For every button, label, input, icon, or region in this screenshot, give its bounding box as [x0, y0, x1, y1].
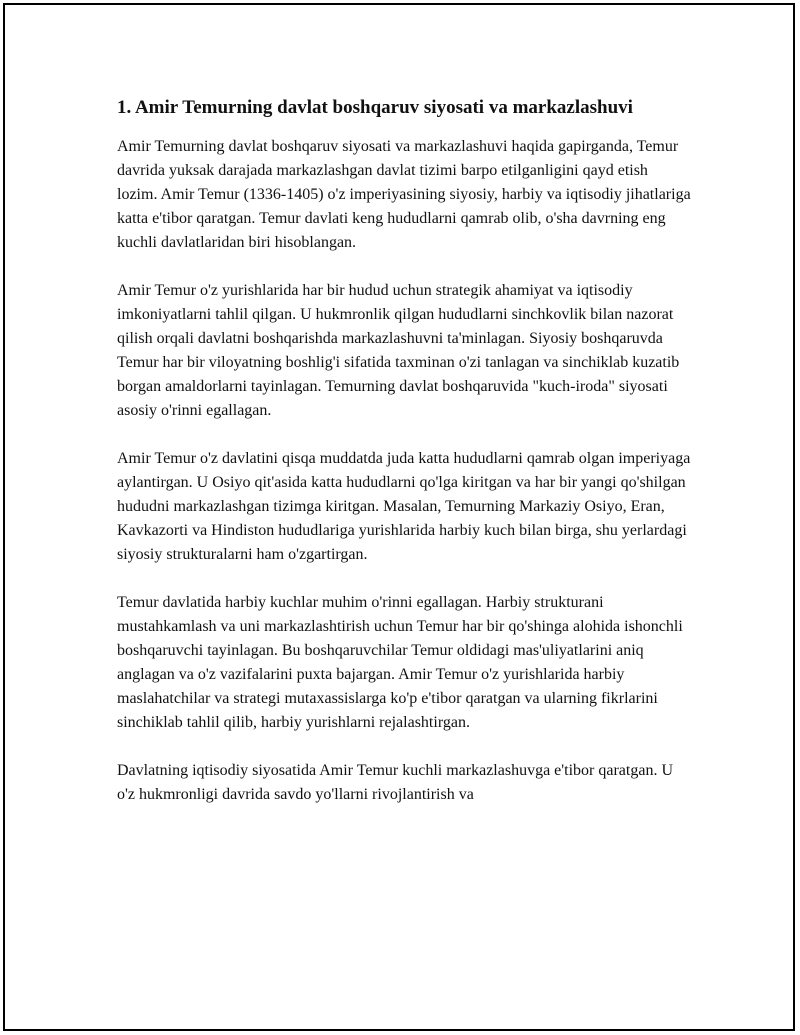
paragraph-4: Temur davlatida harbiy kuchlar muhim o'rinni egallagan. Harbiy strukturani mustahkamlash va uni markazlashtirish uchun Temur har bir qo'shinga alohida ishonchli boshqaruvchi tayinlagan. Bu boshqaruvchilar Temur oldidagi mas'uliyatlarini aniq anglagan va o'z vazifalarini puxta bajargan. Amir Temur o'z yurishlarida harbiy maslahatchilar va strategi mutaxassislarga ko'p e'tibor qaratgan va ularning fikrlarini sinchiklab tahlil qilib, harbiy yurishlarni rejalashtirgan. [117, 594, 683, 731]
paragraph-1: Amir Temurning davlat boshqaruv siyosati va markazlashuvi haqida gapirganda, Temur davrida yuksak darajada markazlashgan davlat tizimi barpo etilganligini qayd etish lozim. Amir Temur (1336-1405) o'z imperiyasining siyosiy, harbiy va iqtisodiy jihatlariga katta e'tibor qaratgan. Temur davlati keng hududlarni qamrab olib, o'sha davrning eng kuchli davlatlaridan biri hisoblangan. [117, 138, 691, 251]
section-heading: 1. Amir Temurning davlat boshqaruv siyosati va markazlashuvi [117, 97, 633, 118]
paragraph-2: Amir Temur o'z yurishlarida har bir hudud uchun strategik ahamiyat va iqtisodiy imkoniyatlarni tahlil qilgan. U hukmronlik qilgan hududlarni sinchkovlik bilan nazorat qilish orqali davlatni boshqarishda markazlashuvni ta'minlagan. Siyosiy boshqaruvda Temur har bir viloyatning boshlig'i sifatida taxminan o'zi tanlagan va sinchiklab kuzatib borgan amaldorlarni tayinlagan. Temurning davlat boshqaruvida "kuch-iroda" siyosati asosiy o'rinni egallagan. [117, 282, 680, 419]
paragraph-5: Davlatning iqtisodiy siyosatida Amir Temur kuchli markazlashuvga e'tibor qaratgan. U o'z hukmronligi davrida savdo yo'llarni rivojlantirish va [117, 762, 674, 803]
document-body [117, 95, 692, 831]
paragraph-3: Amir Temur o'z davlatini qisqa muddatda juda katta hududlarni qamrab olgan imperiyaga aylantirgan. U Osiyo qit'asida katta hududlarni qo'lga kiritgan va har bir yangi qo'shilgan hududni markazlashgan tizimga kiritgan. Masalan, Temurning Markaziy Osiyo, Eran, Kavkazorti va Hindiston hududlariga yurishlarida harbiy kuch bilan birga, shu yerlardagi siyosiy strukturalarni ham o'zgartirgan. [117, 450, 691, 563]
